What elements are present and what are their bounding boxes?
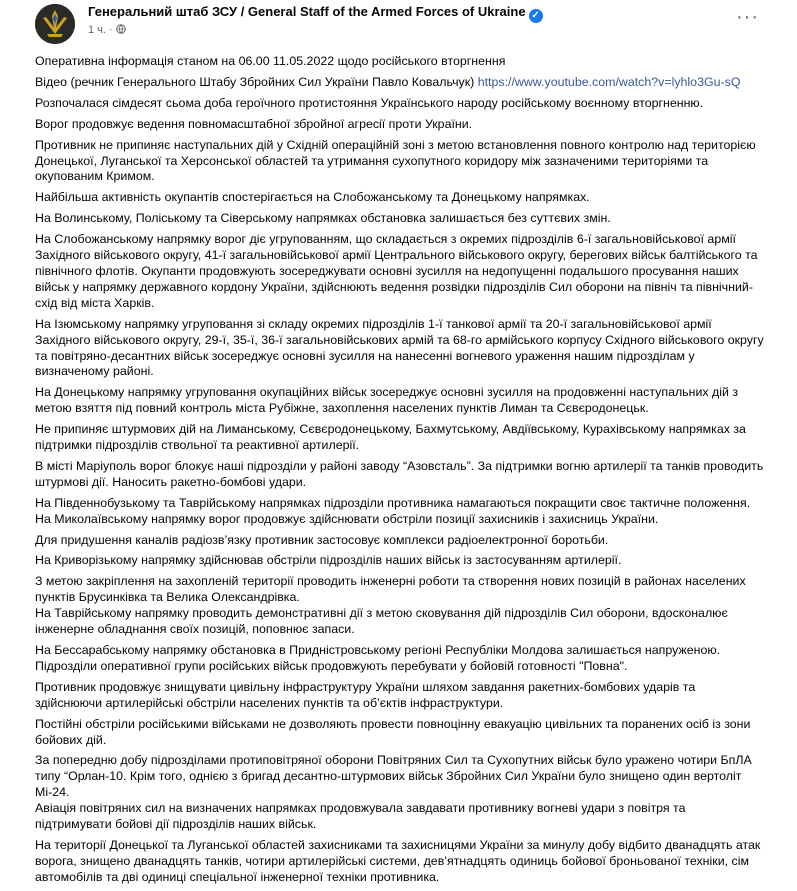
post-paragraph: Для придушення каналів радіозв’язку противник застосовує комплекси радіоелектронної боротьби. (35, 532, 609, 547)
post-paragraph: На Ізюмському напрямку угруповання зі складу окремих підрозділів 1-ї танкової армії та 20-ї загальновійськової армії Західного військового округу, 29-ї, 35-ї, 36-ї загальновійськових армій та 68-го армійського корпусу Східного військового округу та повітряно-десантних військ зосереджує основні зусилля на нанесенні вогневого ураження нашим підрозділам у визначеному районі. (35, 316, 764, 379)
video-caption: Відео (речник Генерального Штабу Збройних Сил України Павло Ковальчук) (35, 74, 478, 89)
globe-icon (116, 24, 126, 34)
post-paragraph: Противник продовжує знищувати цивільну інфраструктуру України шляхом завдання ракетних-бомбових ударів та здійснюючи артилерійські обстріли населених пунктів та об’єктів інфраструктури. (35, 679, 696, 710)
post-line: На Миколаївському напрямку ворог продовжує здійснювати обстріли позиції захисників і захисниць України. (35, 511, 659, 526)
post-paragraph: Не припиняє штурмових дій на Лиманському, Сєвєродонецькому, Бахмутському, Авдіївському, Курахівському напрямках за підтримки підрозділів ствольної та реактивної артилерії. (35, 422, 746, 453)
meta-separator: · (108, 24, 113, 36)
post-paragraph: На території Донецької та Луганської областей захисниками та захисницями України за минулу добу відбито дванадцять атак ворога, знищено дванадцять танків, чотири артилерійські системи, дев’ятнадцять одиниць бойової броньованої техніки, сім автомобілів та дві одиниці спеціальної інженерної техніки противника. (35, 837, 761, 884)
post-body (35, 54, 765, 891)
post-paragraph-group (35, 496, 765, 528)
post-paragraph: Оперативна інформація станом на 06.00 11.05.2022 щодо російського вторгнення (35, 54, 506, 68)
post-paragraph: Постійні обстріли російськими військами не дозволяють провести повноцінну евакуацію цивільних та поранених осіб із зони бойових дій. (35, 716, 751, 747)
post-paragraph: На Слобожанському напрямку ворог діє угрупованням, що складається з окремих підрозділів 6-ї загальновійськової армії Західного військового округу, 41-ї загальновійськової армії Центрального військового округу, берегових військ балтійського та північного флотів. Окупанти продовжують зосереджувати основні зусилля на недопущенні подальшого просування наших військ у напрямку державного кордону України, здійснюють ведення розвідки підрозділів Сил оборони на північ та північний-схід від міста Харків. (35, 232, 758, 310)
youtube-link[interactable]: https://www.youtube.com/watch?v=lyhlo3Gu-sQ (477, 74, 741, 89)
post-line: На Південнобузькому та Таврійському напрямках підрозділи противника намагаються покращити своє тактичне положення. (35, 495, 751, 510)
post-timestamp[interactable]: 1 ч. (88, 24, 106, 36)
post-paragraph: Противник не припиняє наступальних дій у Східній операційній зоні з метою встановлення повного контролю над територією Донецької, Луганської та Херсонської областей та утримання сухопутного коридору між зазначеними територіями та окупованим Кримом. (35, 137, 756, 184)
post-header (0, 0, 797, 54)
post-paragraph: На Волинському, Поліському та Сіверському напрямках обстановка залишається без суттєвих змін. (35, 211, 611, 226)
post-meta (88, 24, 126, 36)
post-paragraph: В місті Маріуполь ворог блокує наші підрозділи у районі заводу “Азовсталь”. За підтримки вогню артилерії та танків проводить штурмові дії. Наносить ракетно-бомбові удари. (35, 458, 764, 489)
post-line: На Таврійському напрямку проводить демонстративні дії з метою сковування дій підрозділів Сил оборони, вдосконалює інженерне обладнання своїх позицій, поповнює запаси. (35, 606, 728, 637)
post-line: За попередню добу підрозділами протиповітряної оборони Повітряних Сил та Сухопутних військ було уражено чотири БпЛА типу “Орлан-10. Крім того, однією з бригад десантно-штурмових військ Збройних Сил України було знищено один вертоліт Мі-24. (35, 753, 752, 800)
post-line: Підрозділи оперативної групи російських військ продовжують перебувати у бойовій готовності "Повна". (35, 658, 628, 673)
post-paragraph-video (35, 75, 765, 91)
post-paragraph: На Криворізькому напрямку здійснював обстріли підрозділів наших військ із застосуванням артилерії. (35, 553, 622, 568)
post-line: Авіація повітряних сил на визначених напрямках продовжувала завдавати противнику вогневі удари з повітря та підтримувати бойові дії підрозділів наших військ. (35, 801, 686, 832)
post-paragraph: Ворог продовжує ведення повномасштабної збройної агресії проти України. (35, 116, 473, 131)
post-paragraph: Найбільша активність окупантів спостерігається на Слобожанському та Донецькому напрямках. (35, 190, 590, 205)
post-line: З метою закріплення на захопленій території проводить інженерні роботи та створення нових позицій в районах населених пунктів Брусинківка та Велика Олександрівка. (35, 574, 746, 605)
author-name-text[interactable]: Генеральний штаб ЗСУ / General Staff of the Armed Forces of Ukraine (88, 4, 526, 19)
more-options-icon[interactable]: ··· (736, 6, 759, 28)
verified-badge-icon: ✓ (529, 9, 543, 23)
post-paragraph-group (35, 643, 765, 675)
post-paragraph-group (35, 574, 765, 638)
post-paragraph-group (35, 753, 765, 833)
author-name[interactable] (88, 4, 543, 23)
page-avatar[interactable] (35, 4, 75, 44)
post-line: На Бессарабському напрямку обстановка в Придністровському регіоні Республіки Молдова залишається напруженою. (35, 643, 721, 657)
post-paragraph: Розпочалася сімдесят сьома доба героїчного протистояння Українського народу російському воєнному вторгненню. (35, 95, 704, 110)
post-paragraph: На Донецькому напрямку угруповання окупаційних військ зосереджує основні зусилля на продовженні наступальних дій з метою взяття під повний контроль міста Рубіжне, захоплення населених пунктів Лиман та Сєвєродонецьк. (35, 385, 739, 416)
general-staff-emblem-icon (35, 4, 75, 44)
